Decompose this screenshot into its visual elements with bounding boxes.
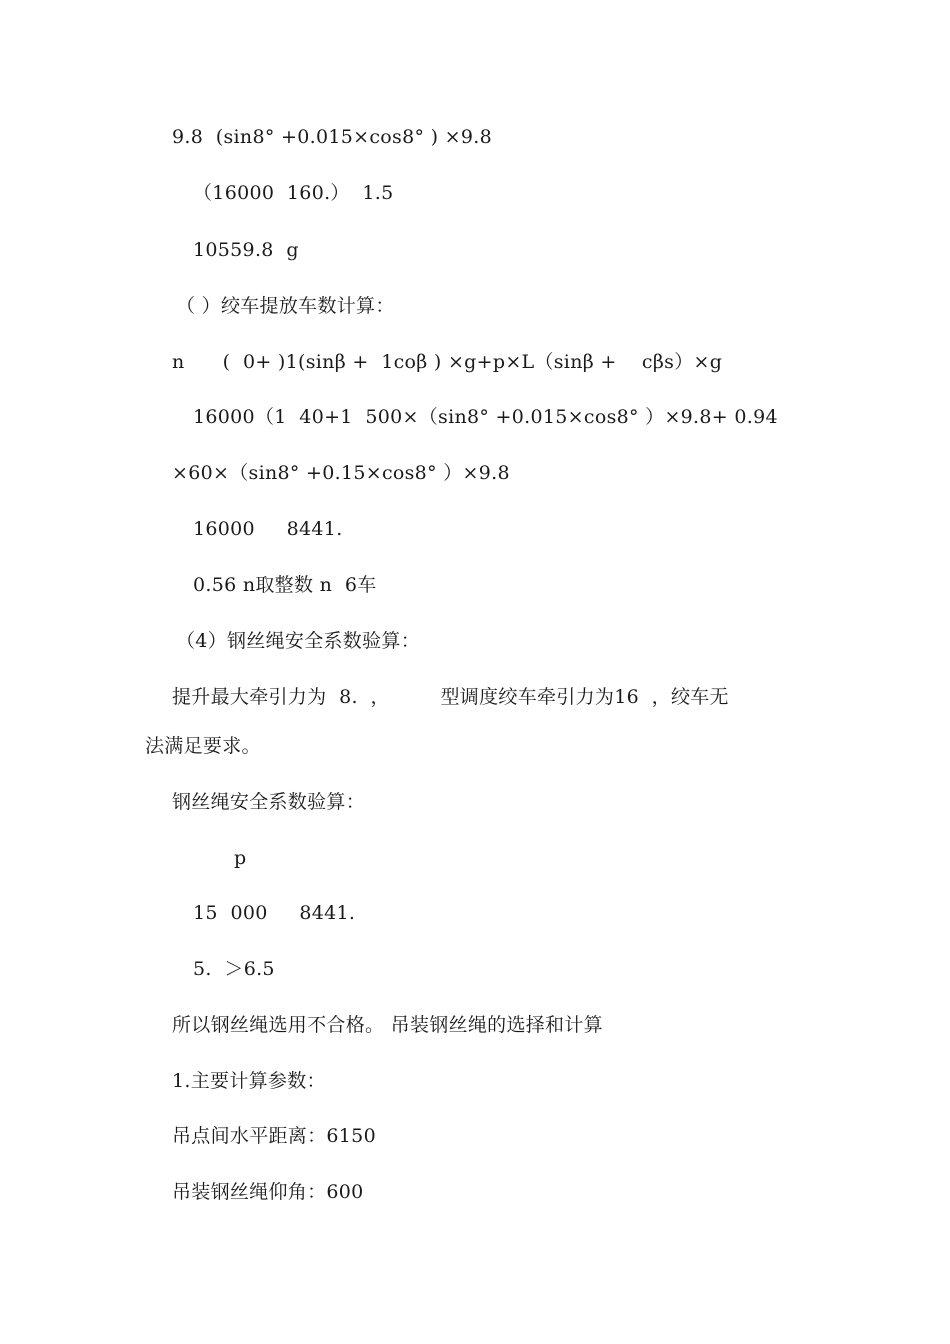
text-line-16: 5. ＞6.5 — [193, 958, 275, 980]
text-line-1: 9.8 (sin8° +0.015×cos8° ) ×9.8 — [172, 126, 492, 148]
text-line-3: 10559.8 g — [193, 239, 299, 261]
text-line-8: 16000 8441. — [193, 518, 343, 540]
text-line-7: ×60×（sin8° +0.15×cos8° ）×9.8 — [172, 462, 510, 484]
text-line-19: 吊点间水平距离：6150 — [172, 1125, 376, 1147]
text-line-11: 提升最大牵引力为 8. ， 型调度绞车牵引力为16 ，绞车无 — [172, 686, 729, 708]
section-heading: （ ）绞车提放车数计算： — [176, 295, 395, 317]
text-line-18: 1.主要计算参数： — [172, 1070, 326, 1092]
text-line-15: 15 000 8441. — [193, 902, 356, 924]
text-line-14: p — [234, 847, 247, 869]
formula-line: n ( 0+ )1(sinβ + 1coβ ) ×g+p×L（sinβ + cβs）×g — [172, 351, 723, 373]
text-line-6: 16000（1 40+1 500×（sin8° +0.015×cos8° ）×9.8+ 0.94 — [193, 406, 778, 428]
text-line-12: 法满足要求。 — [145, 735, 261, 757]
section-heading-4: （4）钢丝绳安全系数验算： — [176, 630, 420, 652]
text-line-17: 所以钢丝绳选用不合格。 吊装钢丝绳的选择和计算 — [172, 1014, 603, 1036]
text-line-2: （16000 160.） 1.5 — [193, 182, 394, 204]
text-line-20: 吊装钢丝绳仰角：600 — [172, 1181, 364, 1203]
text-line-13: 钢丝绳安全系数验算： — [172, 791, 366, 813]
text-line-9: 0.56 n取整数 n 6车 — [193, 574, 377, 596]
